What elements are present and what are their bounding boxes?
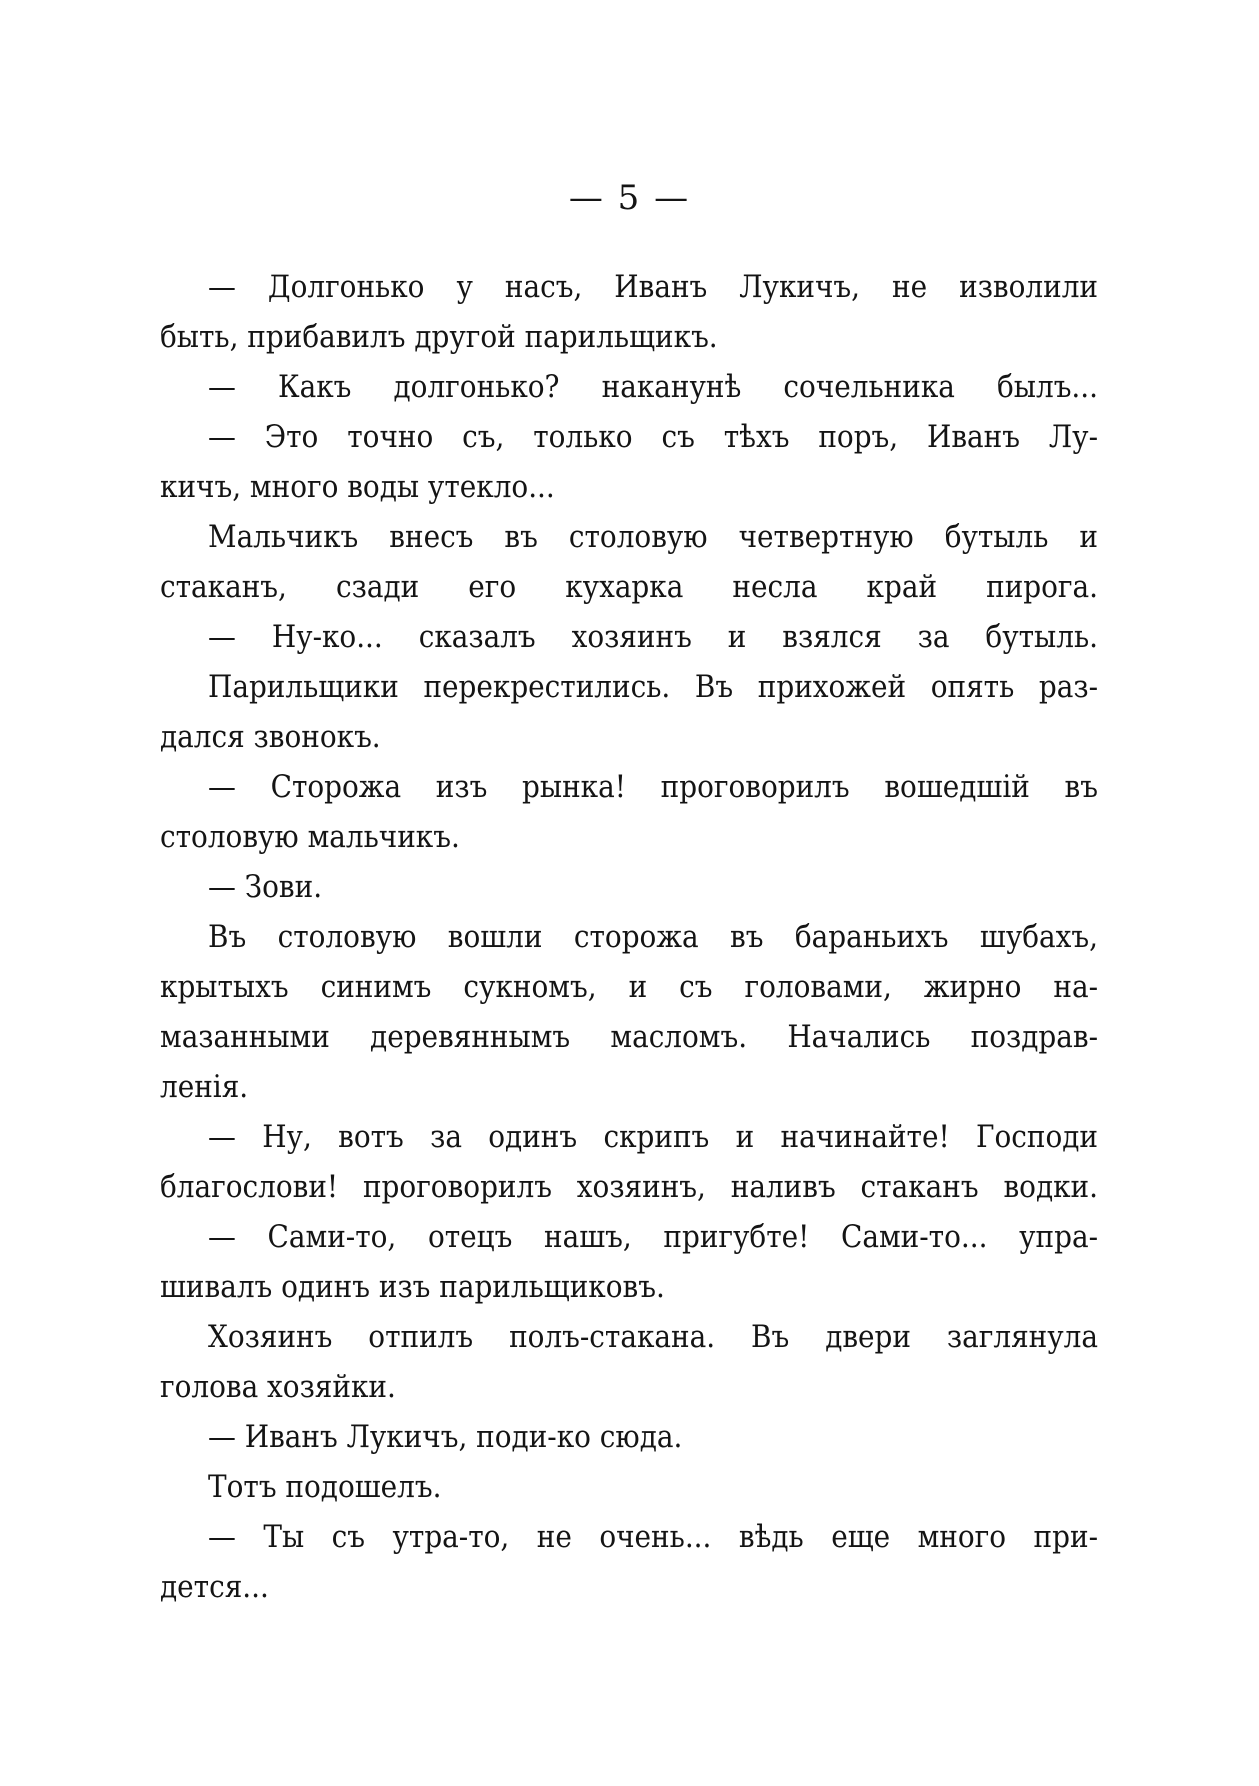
text-line: — Сторожа изъ рынка! проговорилъ вошедшій въ	[208, 769, 1098, 805]
text-line: ленія.	[160, 1069, 249, 1105]
text-line: кичъ, много воды утекло...	[160, 469, 555, 505]
text-line: стаканъ, сзади его кухарка несла край пирога.	[160, 569, 1098, 605]
text-line: Въ столовую вошли сторожа въ бараньихъ шубахъ,	[208, 919, 1098, 955]
page-number: — 5 —	[568, 178, 691, 218]
text-line: шивалъ одинъ изъ парильщиковъ.	[160, 1269, 665, 1305]
text-line: Хозяинъ отпилъ полъ-стакана. Въ двери заглянула	[208, 1319, 1098, 1355]
text-line: благослови! проговорилъ хозяинъ, наливъ стаканъ водки.	[160, 1169, 1098, 1205]
text-line: дался звонокъ.	[160, 719, 381, 755]
text-line: — Сами-то, отецъ нашъ, пригубте! Сами-то... упра-	[208, 1219, 1098, 1255]
text-line: — Ты съ утра-то, не очень... вѣдь еще много при-	[208, 1519, 1098, 1555]
text-line: — Какъ долгонько? наканунѣ сочельника былъ...	[208, 369, 1098, 405]
text-line: голова хозяйки.	[160, 1369, 396, 1405]
text-line: дется...	[160, 1569, 269, 1605]
text-line: — Ну, вотъ за одинъ скрипъ и начинайте! Господи	[208, 1119, 1098, 1155]
text-line: Мальчикъ внесъ въ столовую четвертную бутыль и	[208, 519, 1098, 555]
body-text	[160, 262, 1098, 1612]
text-line: — Зови.	[208, 869, 323, 905]
text-line: крытыхъ синимъ сукномъ, и съ головами, жирно на-	[160, 969, 1098, 1005]
text-line: — Ну-ко... сказалъ хозяинъ и взялся за бутыль.	[208, 619, 1098, 655]
text-line: быть, прибавилъ другой парильщикъ.	[160, 319, 718, 355]
text-line: — Это точно съ, только съ тѣхъ поръ, Иванъ Лу-	[208, 419, 1098, 455]
text-line: столовую мальчикъ.	[160, 819, 460, 855]
text-line: — Иванъ Лукичъ, поди-ко сюда.	[208, 1419, 683, 1455]
text-line: Парильщики перекрестились. Въ прихожей опять раз-	[208, 669, 1098, 705]
text-line: мазанными деревяннымъ масломъ. Начались поздрав-	[160, 1019, 1098, 1055]
text-line: — Долгонько у насъ, Иванъ Лукичъ, не изволили	[208, 269, 1098, 305]
text-line: Тотъ подошелъ.	[208, 1469, 442, 1505]
